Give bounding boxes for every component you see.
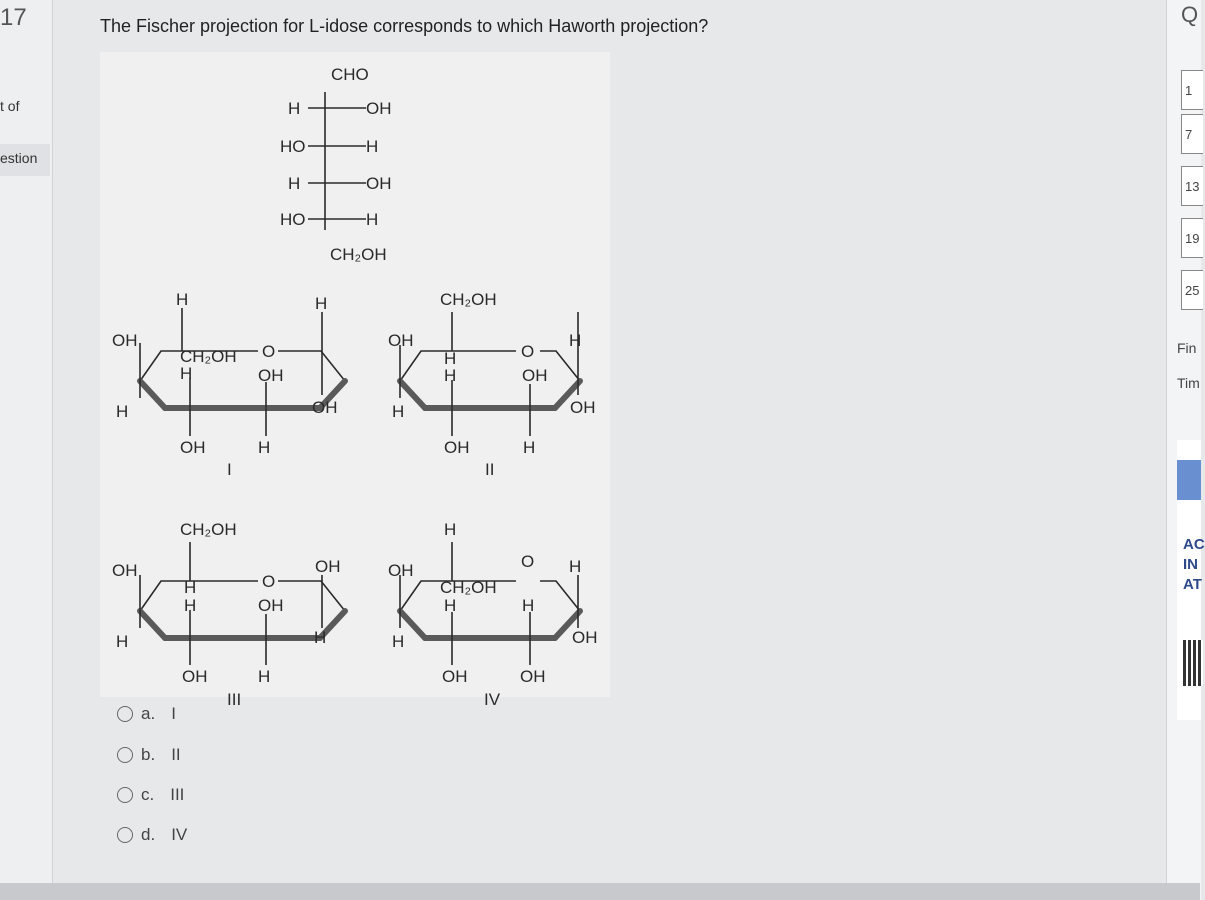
option-text: III [170, 785, 185, 804]
svg-text:H: H [176, 290, 189, 309]
svg-text:H: H [314, 628, 327, 647]
structures-svg [100, 52, 610, 709]
svg-text:H: H [444, 596, 457, 615]
svg-text:O: O [262, 342, 276, 361]
timer-label: Tim [1177, 375, 1200, 391]
fischer-c2-right: OH [366, 99, 392, 118]
haworth-II [388, 290, 596, 479]
svg-text:OH: OH [570, 398, 596, 417]
svg-text:O: O [521, 342, 535, 361]
svg-text:H: H [184, 596, 197, 615]
fischer-c3-left: HO [280, 137, 306, 156]
option-text: II [171, 745, 181, 764]
question-number: 17 [0, 4, 27, 31]
svg-text:OH: OH [180, 438, 206, 457]
ad-line: IN [1183, 556, 1198, 573]
svg-text:OH: OH [520, 667, 546, 686]
option-c[interactable] [117, 785, 184, 805]
fischer-bottom: CH₂OH [330, 245, 387, 264]
haworth-label-III: III [227, 690, 242, 709]
option-letter: c. [141, 785, 155, 804]
svg-text:OH: OH [258, 596, 284, 615]
fischer-projection [280, 65, 392, 264]
question-nav-1[interactable]: 1 [1181, 70, 1203, 110]
svg-text:OH: OH [522, 366, 548, 385]
svg-text:H: H [569, 557, 582, 576]
svg-text:OH: OH [182, 667, 208, 686]
option-b[interactable] [117, 745, 181, 765]
question-nav-7[interactable]: 7 [1181, 114, 1203, 154]
radio-circle-icon[interactable] [117, 787, 133, 803]
fischer-c5-left: HO [280, 210, 306, 229]
ad-logo-icon [1177, 460, 1201, 500]
tab-out-of[interactable]: t of [0, 98, 20, 114]
option-a[interactable] [117, 704, 176, 724]
svg-text:OH: OH [258, 366, 284, 385]
tab-question[interactable]: estion [0, 144, 50, 176]
svg-text:H: H [523, 438, 536, 457]
svg-text:OH: OH [112, 331, 138, 350]
option-text: I [171, 704, 176, 723]
ad-banner[interactable] [1177, 440, 1205, 720]
svg-text:OH: OH [388, 331, 414, 350]
option-d[interactable] [117, 825, 187, 845]
svg-text:H: H [315, 294, 328, 313]
svg-text:CH₂OH: CH₂OH [180, 347, 237, 366]
svg-text:H: H [116, 402, 129, 421]
finish-link[interactable]: Fin [1177, 340, 1197, 356]
svg-text:OH: OH [572, 628, 598, 647]
svg-text:OH: OH [112, 561, 138, 580]
haworth-label-I: I [227, 460, 232, 479]
svg-text:H: H [180, 364, 193, 383]
svg-text:O: O [262, 572, 276, 591]
svg-text:CH₂OH: CH₂OH [180, 520, 237, 539]
ad-line: AC [1183, 536, 1205, 553]
svg-text:OH: OH [312, 398, 338, 417]
haworth-label-IV: IV [484, 690, 501, 709]
qr-code-icon [1183, 640, 1203, 686]
svg-text:H: H [392, 402, 405, 421]
svg-text:H: H [569, 331, 582, 350]
fischer-c4-left: H [288, 174, 301, 193]
svg-text:H: H [184, 578, 197, 597]
haworth-III [112, 520, 345, 709]
fischer-c5-right: H [366, 210, 379, 229]
svg-text:H: H [258, 667, 271, 686]
svg-text:OH: OH [315, 557, 341, 576]
option-letter: d. [141, 825, 156, 844]
radio-circle-icon[interactable] [117, 827, 133, 843]
svg-text:CH₂OH: CH₂OH [440, 578, 497, 597]
svg-text:H: H [258, 438, 271, 457]
bottom-bar [0, 883, 1200, 900]
option-text: IV [171, 825, 188, 844]
fischer-c2-left: H [288, 99, 301, 118]
question-figure [100, 52, 610, 709]
right-panel [1166, 0, 1205, 900]
fischer-c3-right: H [366, 137, 379, 156]
radio-circle-icon[interactable] [117, 747, 133, 763]
radio-circle-icon[interactable] [117, 706, 133, 722]
question-text: The Fischer projection for L-idose corresponds to which Haworth projection? [100, 16, 709, 36]
question-nav-19[interactable]: 19 [1181, 218, 1203, 258]
search-icon[interactable]: Q [1181, 2, 1199, 27]
option-letter: b. [141, 745, 156, 764]
svg-text:O: O [521, 552, 535, 571]
svg-text:CH₂OH: CH₂OH [440, 290, 497, 309]
svg-text:H: H [444, 349, 457, 368]
haworth-I [112, 290, 345, 479]
haworth-IV [388, 520, 598, 709]
fischer-c4-right: OH [366, 174, 392, 193]
svg-text:H: H [444, 520, 457, 539]
ad-line: AT [1183, 576, 1202, 593]
question-nav-13[interactable]: 13 [1181, 166, 1203, 206]
svg-text:OH: OH [388, 561, 414, 580]
svg-text:H: H [522, 596, 535, 615]
svg-text:H: H [116, 632, 129, 651]
haworth-label-II: II [485, 460, 495, 479]
svg-text:OH: OH [444, 438, 470, 457]
question-nav-25[interactable]: 25 [1181, 270, 1203, 310]
fischer-top: CHO [331, 65, 369, 84]
svg-text:OH: OH [442, 667, 468, 686]
svg-text:H: H [444, 366, 457, 385]
svg-text:H: H [392, 632, 405, 651]
option-letter: a. [141, 704, 156, 723]
left-nav [0, 0, 53, 900]
